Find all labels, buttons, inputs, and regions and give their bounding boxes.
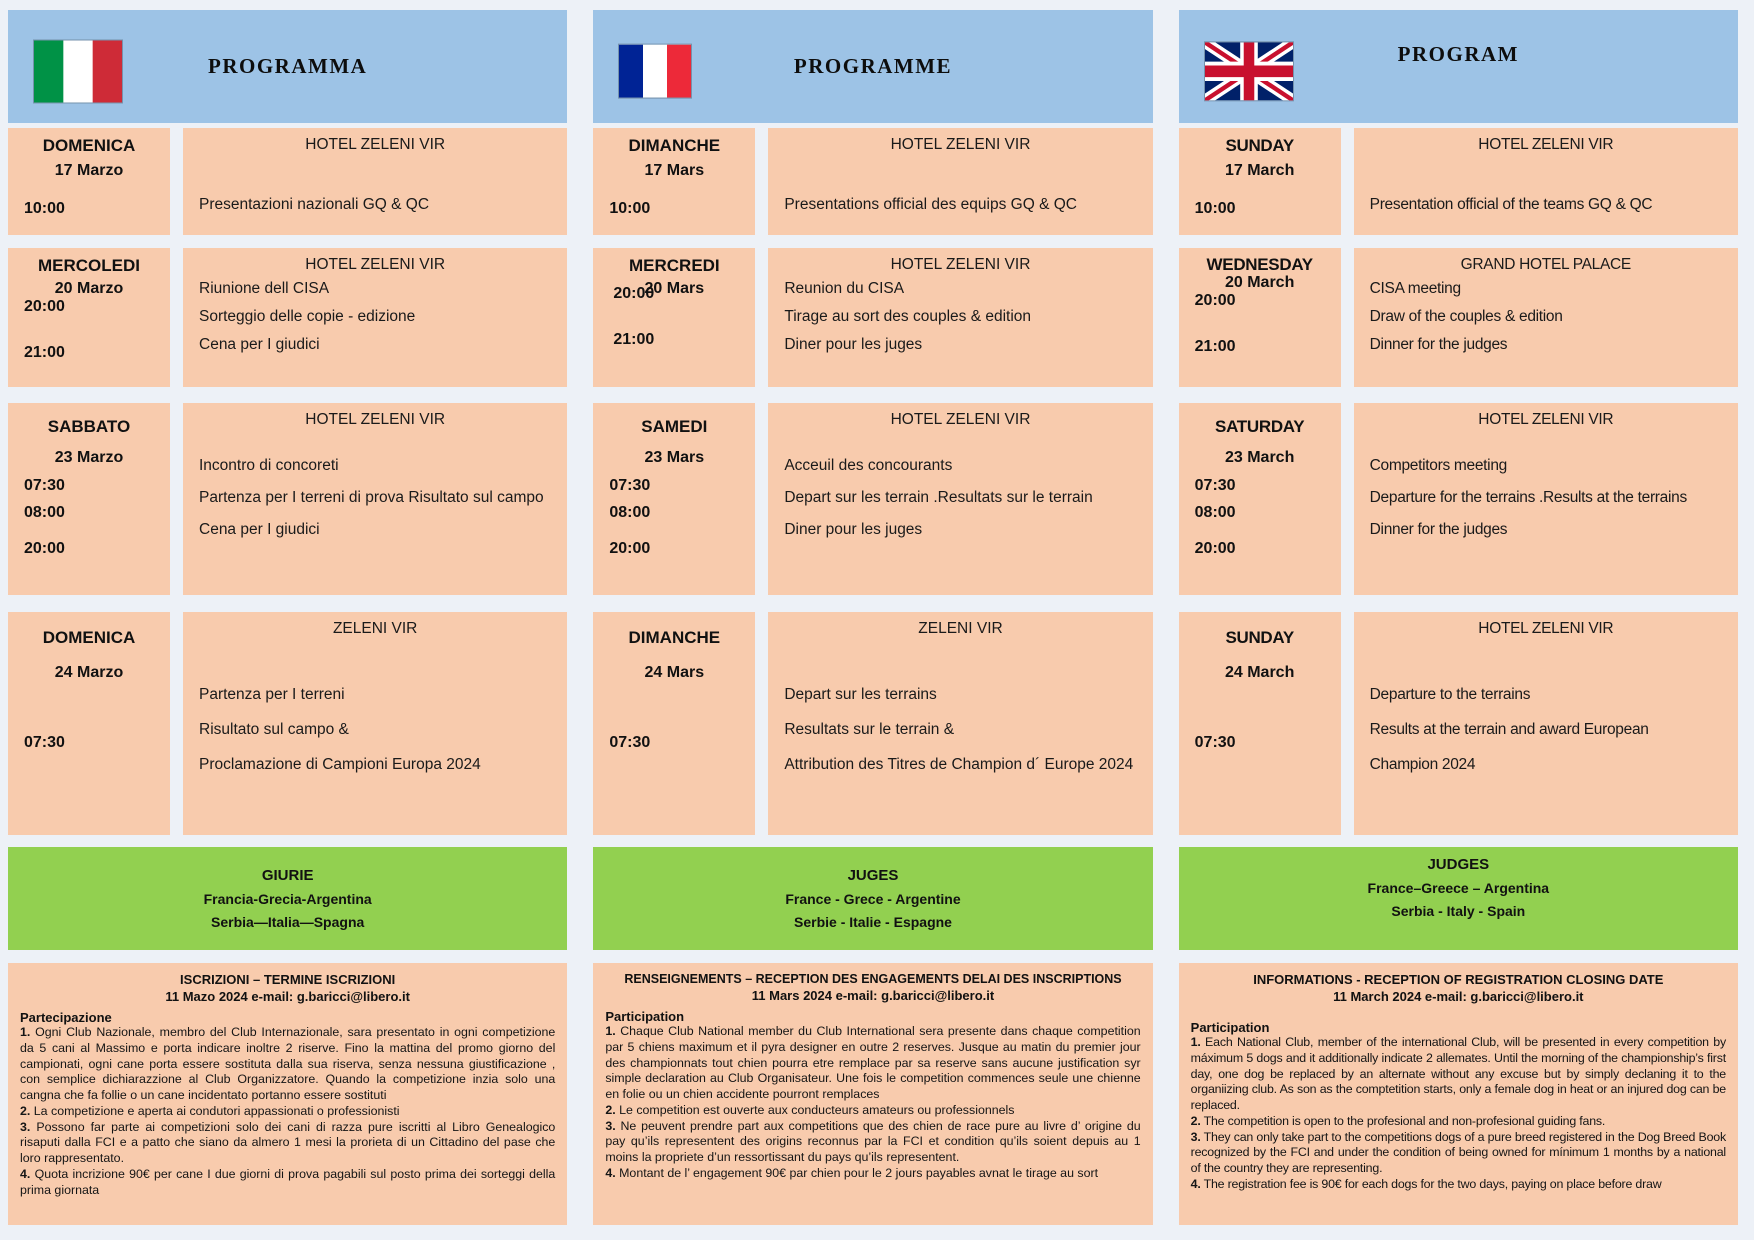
time-label: 08:00 — [1194, 504, 1236, 521]
info-heading: ISCRIZIONI – TERMINE ISCRIZIONI — [180, 972, 396, 987]
program-column-french — [593, 10, 1152, 1240]
schedule-row — [1179, 128, 1738, 235]
info-paragraph: 4. Quota incrizione 90€ per cane I due giorni di prova pagabili sul posto prima dei sorteggi della prima giornata — [20, 1166, 556, 1197]
event-cell — [768, 403, 1152, 595]
event-item: Reunion du CISA — [784, 280, 905, 297]
time-label: 07:30 — [24, 734, 65, 751]
time-label: 21:00 — [613, 331, 655, 348]
event-cell — [1354, 248, 1738, 387]
schedule-row — [1179, 403, 1738, 595]
date-label: 20 March — [1224, 273, 1295, 291]
event-item: Champion 2024 — [1369, 756, 1476, 773]
event-item: Incontro di concoreti — [199, 457, 339, 474]
event-item: Presentations official des equips GQ & QC — [784, 196, 1077, 213]
judges-line: France - Grece - Argentine — [785, 891, 961, 907]
event-item: Resultats sur le terrain & — [784, 721, 955, 738]
judges-title: JUGES — [847, 867, 899, 884]
time-label: 07:30 — [609, 734, 651, 751]
event-item: Depart sur les terrain .Resultats sur le terrain — [784, 489, 1093, 506]
date-label: 17 Mars — [644, 162, 705, 179]
italy-flag-icon — [34, 40, 122, 102]
info-contact: 11 Mazo 2024 e-mail: g.baricci@libero.it — [165, 989, 410, 1004]
event-cell — [768, 128, 1152, 235]
info-paragraph: 1. Each National Club, member of the international Club, will be presented in every competition by máximum 5 dogs and it additionally indicate 2 allemates. Until the morning of the championship’s first day, one dog be replaced by an alternate without any excuse but by simply declaning it to the organiizing club. As son as the comptetition starts, only a female dog in heat or an injured dog can be replaced. — [1190, 1035, 1726, 1112]
event-item: Attribution des Titres de Champion d´ Europe 2024 — [784, 756, 1134, 773]
event-cell — [183, 612, 567, 835]
judges-panel — [8, 847, 567, 950]
day-cell — [8, 403, 170, 595]
judges-line: Serbia—Italia—Spagna — [211, 914, 365, 930]
date-label: 23 March — [1224, 449, 1295, 466]
info-paragraph: 2. Le competition est ouverte aux conducteurs amateurs ou professionnels — [605, 1102, 1015, 1117]
time-label: 08:00 — [609, 504, 651, 521]
column-header — [593, 10, 1152, 123]
event-item: Risultato sul campo & — [199, 721, 349, 738]
event-cell — [1354, 612, 1738, 835]
event-cell — [1354, 128, 1738, 235]
schedule-row — [8, 128, 567, 235]
event-item: Cena per I giudici — [199, 336, 320, 353]
date-label: 24 Mars — [644, 664, 705, 681]
event-cell — [768, 248, 1152, 387]
event-item: Sorteggio delle copie - edizione — [199, 308, 416, 325]
time-label: 20:00 — [24, 540, 65, 557]
day-cell — [1179, 403, 1341, 595]
time-label: 07:30 — [1194, 477, 1236, 494]
event-item: Depart sur les terrains — [784, 686, 937, 703]
date-label: 17 Marzo — [54, 162, 124, 179]
info-heading: RENSEIGNEMENTS – RECEPTION DES ENGAGEMENTS DELAI DES INSCRIPTIONS — [624, 972, 1122, 986]
day-cell — [593, 248, 755, 387]
venue-label: HOTEL ZELENI VIR — [890, 256, 1031, 273]
schedule-row — [1179, 248, 1738, 387]
day-label: DOMENICA — [42, 628, 136, 647]
schedule-row — [593, 403, 1152, 595]
time-label: 20:00 — [609, 540, 651, 557]
column-header — [8, 10, 567, 123]
info-paragraph: 3. Possono far parte ai competizioni solo dei cani di razza pure iscritti al Libro Genealogico risaputi dalla FCI e a patto che siano da almero 1 mesi la prorieta di un Cittadino del pase che loro rappresentato. — [20, 1119, 556, 1165]
event-item: Draw of the couples & edition — [1369, 308, 1563, 325]
event-item: Presentazioni nazionali GQ & QC — [199, 196, 430, 213]
day-label: DIMANCHE — [628, 628, 721, 647]
info-paragraph: 2. La competizione e aperta ai condutori appassionati o professionisti — [20, 1103, 400, 1118]
event-item: CISA meeting — [1369, 280, 1461, 297]
date-label: 23 Mars — [644, 449, 705, 466]
day-cell — [8, 128, 170, 235]
program-title: PROGRAMMA — [208, 54, 368, 78]
venue-label: HOTEL ZELENI VIR — [890, 136, 1031, 153]
day-label: DIMANCHE — [628, 136, 721, 155]
date-label: 17 March — [1224, 162, 1295, 179]
time-label: 21:00 — [1194, 337, 1236, 355]
venue-label: HOTEL ZELENI VIR — [305, 256, 446, 273]
schedule-row — [593, 248, 1152, 387]
day-cell — [593, 403, 755, 595]
info-contact: 11 March 2024 e-mail: g.baricci@libero.it — [1333, 989, 1584, 1004]
day-label: MERCOLEDI — [38, 256, 140, 275]
day-cell — [1179, 128, 1341, 235]
time-label: 20:00 — [24, 298, 65, 315]
day-cell — [593, 128, 755, 235]
info-subheading: Participation — [605, 1009, 685, 1024]
schedule-row — [8, 248, 567, 387]
date-label: 20 Marzo — [54, 280, 124, 297]
event-item: Dinner for the judges — [1369, 336, 1508, 353]
info-panel — [593, 963, 1152, 1225]
time-label: 20:00 — [1194, 291, 1236, 309]
date-label: 20 Mars — [644, 280, 705, 297]
event-item: Departure to the terrains — [1369, 686, 1531, 703]
event-item: Proclamazione di Campioni Europa 2024 — [199, 756, 481, 773]
day-label: SABBATO — [47, 417, 131, 436]
schedule-row — [8, 612, 567, 835]
info-paragraph: 4. Montant de l’ engagement 90€ par chien pour le 2 jours payables avnat le tirage au sort — [605, 1165, 1099, 1180]
uk-flag-icon — [1205, 42, 1293, 100]
event-item: Partenza per I terreni — [199, 686, 345, 703]
info-panel — [8, 963, 567, 1225]
event-item: Partenza per I terreni di prova Risultato sul campo — [199, 489, 544, 506]
event-cell — [183, 128, 567, 235]
event-item: Presentation official of the teams GQ & QC — [1369, 196, 1653, 213]
judges-title: JUDGES — [1427, 856, 1490, 873]
judges-line: Serbia - Italy - Spain — [1391, 903, 1526, 919]
day-label: MERCREDI — [628, 256, 720, 275]
event-item: Diner pour les juges — [784, 521, 923, 538]
info-heading: INFORMATIONS - RECEPTION OF REGISTRATION CLOSING DATE — [1253, 972, 1664, 987]
schedule-row — [593, 612, 1152, 835]
event-cell — [768, 612, 1152, 835]
day-cell — [1179, 612, 1341, 835]
event-item: Dinner for the judges — [1369, 521, 1508, 538]
day-cell — [8, 612, 170, 835]
program-title: PROGRAMME — [793, 54, 953, 78]
time-label: 07:30 — [24, 477, 65, 494]
day-label: SUNDAY — [1225, 136, 1294, 155]
venue-label: HOTEL ZELENI VIR — [890, 411, 1031, 428]
info-subheading: Partecipazione — [20, 1010, 112, 1025]
info-paragraph: 4. The registration fee is 90€ for each dogs for the two days, paying on place before draw — [1190, 1176, 1662, 1191]
date-label: 24 Marzo — [54, 664, 124, 681]
day-cell — [1179, 248, 1341, 387]
schedule-row — [593, 128, 1152, 235]
judges-panel — [593, 847, 1152, 950]
event-cell — [183, 403, 567, 595]
program-title: PROGRAM — [1397, 42, 1519, 66]
event-item: Diner pour les juges — [784, 336, 923, 353]
venue-label: HOTEL ZELENI VIR — [305, 411, 446, 428]
info-subheading: Participation — [1190, 1020, 1270, 1035]
time-label: 20:00 — [613, 285, 655, 302]
info-paragraph: 3. Ne peuvent prendre part aux competitions que des chien de race pure au livre d’ origine du pay qu’ils representent des origins reconnus par la FCI et condition qu’ils soient depuis au 1 moins la propriete d’un ressortissant du pays qu’ils representent. — [605, 1118, 1141, 1164]
event-cell — [1354, 403, 1738, 595]
info-paragraph: 3. They can only take part to the competitions dogs of a pure breed registered in the Dog Breed Book recognized by the FCI and under the condition of being owned for mínimum 1 months by a national of the country they are representing. — [1190, 1129, 1726, 1175]
judges-line: Francia-Grecia-Argentina — [203, 891, 372, 907]
date-label: 24 March — [1224, 664, 1295, 681]
event-item: Riunione dell CISA — [199, 280, 330, 297]
venue-label: HOTEL ZELENI VIR — [1478, 136, 1614, 153]
time-label: 10:00 — [24, 200, 65, 217]
day-label: DOMENICA — [42, 136, 136, 155]
day-cell — [593, 612, 755, 835]
event-item: Results at the terrain and award European — [1369, 721, 1649, 738]
event-item: Competitors meeting — [1369, 457, 1507, 474]
time-label: 07:30 — [609, 477, 651, 494]
day-label: SUNDAY — [1225, 628, 1294, 647]
day-label: SAMEDI — [641, 417, 708, 436]
venue-label: ZELENI VIR — [332, 620, 418, 637]
france-flag-icon — [619, 44, 691, 97]
info-paragraph: 2. The competition is open to the profesional and non-profesional guiding fans. — [1190, 1113, 1606, 1128]
event-item: Cena per I giudici — [199, 521, 320, 538]
schedule-row — [8, 403, 567, 595]
day-cell — [8, 248, 170, 387]
event-item: Acceuil des concourants — [784, 457, 953, 474]
time-label: 10:00 — [1194, 200, 1236, 217]
judges-panel — [1179, 847, 1738, 950]
info-paragraph: 1. Chaque Club National member du Club International sera presente dans chaque competition par 5 chiens maximum et il pyra designer en outre 2 reserves. Jusque au matin du premier jour des championnats tout chien pourra etre remplace par sa reserve sans aucune justification syr simple declaration au Club Organisateur. Une fois le competition commences seule une chienne en folie ou un chien accidente pourront remplaces — [605, 1024, 1141, 1101]
event-cell — [183, 248, 567, 387]
time-label: 07:30 — [1194, 734, 1236, 751]
judges-line: Serbie - Italie - Espagne — [794, 914, 952, 930]
time-label: 10:00 — [609, 200, 651, 217]
judges-title: GIURIE — [261, 867, 314, 884]
venue-label: HOTEL ZELENI VIR — [1478, 620, 1614, 637]
time-label: 08:00 — [24, 504, 65, 521]
event-item: Departure for the terrains .Results at the terrains — [1369, 489, 1687, 506]
day-label: WEDNESDAY — [1206, 255, 1313, 274]
column-header — [1179, 10, 1738, 123]
info-contact: 11 Mars 2024 e-mail: g.baricci@libero.it — [751, 988, 995, 1003]
time-label: 20:00 — [1194, 540, 1236, 557]
time-label: 21:00 — [24, 344, 65, 361]
venue-label: ZELENI VIR — [918, 620, 1003, 637]
venue-label: HOTEL ZELENI VIR — [305, 136, 446, 153]
day-label: SATURDAY — [1215, 417, 1305, 436]
date-label: 23 Marzo — [54, 449, 124, 466]
venue-label: HOTEL ZELENI VIR — [1478, 411, 1614, 428]
info-paragraph: 1. Ogni Club Nazionale, membro del Club Internazionale, sara presentato in ogni competizione da 5 cani al Massimo e porta indicare inoltre 2 riserve. Fino la mattina del promo giorno del campionati, ogni cane porta essere sostituta dalla sua riserva, senza nessuna giustificazione , con semplice dichiarazzione al Club Organizzatore. Quando la competizione inzia solo una cangna che fa follie o un cane incidentato portanno essere sostituti — [20, 1025, 556, 1102]
judges-line: France–Greece – Argentina — [1367, 880, 1550, 896]
program-column-english — [1179, 10, 1738, 1240]
schedule-row — [1179, 612, 1738, 835]
program-column-italian — [8, 10, 567, 1240]
event-item: Tirage au sort des couples & edition — [784, 308, 1032, 325]
venue-label: GRAND HOTEL PALACE — [1460, 256, 1631, 273]
info-panel — [1179, 963, 1738, 1225]
